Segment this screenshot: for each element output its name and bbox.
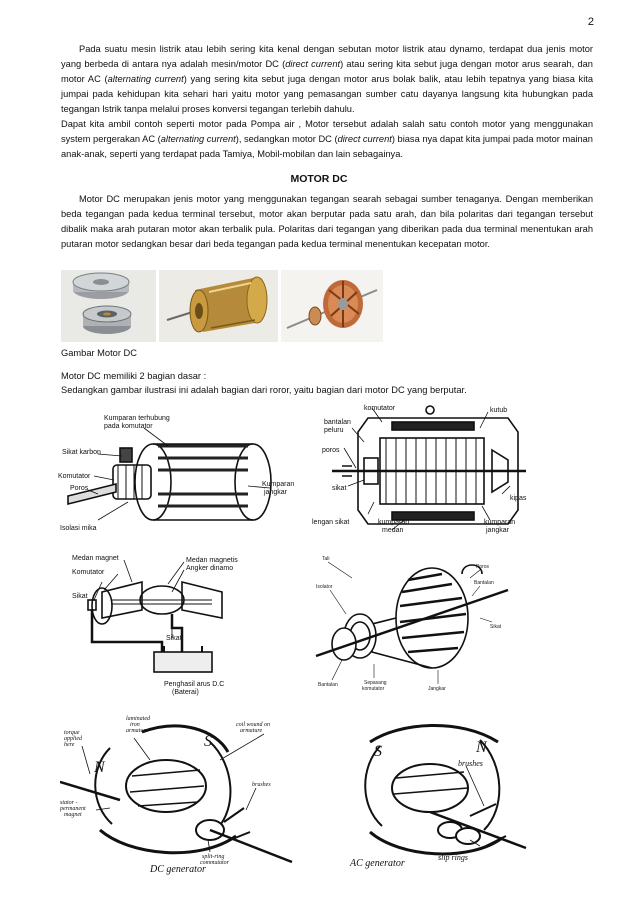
label-medan-magnetis: Medan magnetis [186, 557, 238, 564]
example-paragraph [61, 117, 593, 162]
motor-photo-1 [61, 270, 156, 342]
intro-text-3: ) yang sering kita sebut juga dengan motor arus bolak balik, atau lebih tepatnya yang biasa kita jumpai pada kehidupan kita sehari hari yaitu motor yang pemasangan sumber catu dayanya langsung kita hubungkan pada tegangan lstrik tanpa melalui proses konversi tegangan terlebih dahulu. [61, 74, 594, 114]
label-bantalan-2: peluru [324, 427, 344, 434]
label-laminated-2: iron [130, 722, 140, 728]
example-text-2: ), sedangkan motor DC ( [235, 134, 338, 144]
rotor-line: Sedangkan gambar ilustrasi ini adalah bagian dari roror, yaitu bagian dari motor DC yang berputar. [61, 385, 467, 395]
label-torque-1: torque [64, 730, 80, 736]
label-kumparan-jangkar-1: kumparan [484, 519, 516, 526]
label-brushes: brushes [252, 782, 271, 788]
label-torque-2: applied [64, 736, 82, 742]
rotor-diagram [312, 552, 512, 700]
label-bantalan-right: Bantalan [474, 580, 494, 586]
label-tali: Tali [322, 556, 330, 562]
example-emphasis-1: alternating current [160, 134, 236, 144]
pole-n: N [476, 739, 487, 756]
label-kumparan-terhubung-2: pada komutator [104, 423, 153, 430]
label-sikat-bottom: Sikat [166, 635, 182, 642]
page-number: 2 [587, 16, 594, 28]
label-kumparan-jangkar-1: Kumparan [262, 481, 295, 488]
label-kumparan-medan-2: medan [382, 527, 404, 534]
label-coil-1: coil wound on [236, 722, 270, 728]
label-poros: Poros [476, 564, 490, 570]
example-text-3: ) biasa nya dapat kita jumpai pada motor mainan anak-anak, seperti yang terdapat pada Tamiya, Mobil-mobilan dan lain sebagainya. [61, 134, 593, 159]
label-poros: poros [322, 447, 340, 454]
dc-generator-diagram [60, 712, 300, 877]
armature-diagram [58, 410, 298, 540]
magnetic-field-diagram [72, 552, 272, 707]
photo-caption: Gambar Motor DC [61, 348, 137, 358]
label-torque-3: here [64, 742, 75, 748]
label-kutub: kutub [490, 407, 508, 414]
label-komutator: komutator [364, 405, 396, 412]
label-sikat: sikat [332, 485, 347, 492]
label-laminated-3: armature [126, 728, 149, 734]
motor-photo-2 [159, 270, 278, 342]
label-penghasil-1: Penghasil arus D.C [164, 681, 225, 688]
label-komutator: Komutator [72, 569, 105, 576]
intro-emphasis-2: alternating current [107, 74, 184, 84]
label-laminated-1: laminated [126, 716, 150, 722]
label-coil-2: armature [240, 728, 263, 734]
label-penghasil-2: (Baterai) [172, 689, 199, 696]
label-split-2: commutator [200, 860, 229, 866]
label-sikat-karbon: Sikat karbon [62, 449, 101, 456]
label-split-1: split-ring [202, 854, 225, 860]
intro-emphasis-1: direct current [285, 59, 341, 69]
label-sepasang-1: Sepasang [364, 680, 387, 686]
label-kumparan-terhubung-1: Kumparan terhubung [104, 415, 170, 422]
label-angker-dinamo: Angker dinamo [186, 565, 234, 572]
ac-generator-diagram [330, 712, 530, 877]
example-emphasis-2: direct current [337, 134, 392, 144]
label-sepasang-2: komutator [362, 686, 385, 692]
pole-s: S [374, 743, 382, 760]
intro-text-1: Pada suatu mesin listrik atau lebih sering kita kenal dengan sebutan motor listrik atau dynamo, terdapat dua jenis motor yang berbeda di antara nya adalah mesin/motor DC ( [61, 44, 593, 69]
intro-text-2: ) atau sering kita sebut juga dengan motor arus searah, dan motor AC ( [61, 59, 593, 84]
label-kumparan-jangkar-2: jangkar [264, 489, 287, 496]
section-heading: MOTOR DC [290, 173, 348, 185]
label-kipas: kipas [510, 495, 527, 502]
label-sikat-left: Sikat [72, 593, 88, 600]
label-medan-magnet: Medan magnet [72, 555, 119, 562]
label-stator-2: permanent [60, 806, 86, 812]
pole-s: S [204, 733, 212, 750]
label-kumparan-jangkar-2: jangkar [486, 527, 509, 534]
label-sikat: Sikat [490, 624, 502, 630]
label-lengan-sikat: lengan sikat [312, 519, 350, 526]
example-text-1: Dapat kita ambil contoh seperti motor pada Pompa air , Motor tersebut adalah salah satu contoh motor yang menggunakan system pergerakan AC ( [61, 119, 593, 144]
label-bantalan-1: bantalan [324, 419, 351, 426]
intro-paragraph [61, 42, 593, 117]
motor-photo-3 [281, 270, 383, 342]
label-bantalan-left: Bantalan [318, 682, 338, 688]
dc-generator-caption: DC generator [150, 864, 206, 875]
ac-generator-caption: AC generator [350, 858, 405, 869]
label-stator-1: stator - [60, 800, 78, 806]
label-isolator: Isolator [316, 584, 333, 590]
label-slip-rings: slip rings [438, 853, 469, 862]
pole-n: N [94, 759, 105, 776]
label-komutator: Komutator [58, 473, 91, 480]
label-kumparan-medan-1: kumparan [378, 519, 410, 526]
label-brushes: brushes [458, 759, 483, 768]
motor-cross-section-diagram [312, 402, 532, 540]
parts-line: Motor DC memiliki 2 bagian dasar : [61, 371, 207, 381]
label-isolasi-mika: Isolasi mika [60, 525, 97, 532]
label-stator-3: magnet [64, 812, 82, 818]
label-jangkar: Jangkar [428, 686, 446, 692]
label-poros: Poros [70, 485, 89, 492]
motor-dc-paragraph: Motor DC merupakan jenis motor yang menggunakan tegangan searah sebagai sumber tenaganya. Dengan memberikan beda tegangan pada kedua terminal tersebut, motor akan berputar pada satu arah, dan bila polaritas dari tegangan tersebut dibalik maka arah putaran motor akan terbalik pula. Polaritas dari tegangan yang diberikan pada dua terminal menentukan arah putaran motor sedangkan besar dari beda tegangan pada kedua terminal menentukan kecepatan motor. [61, 194, 593, 249]
